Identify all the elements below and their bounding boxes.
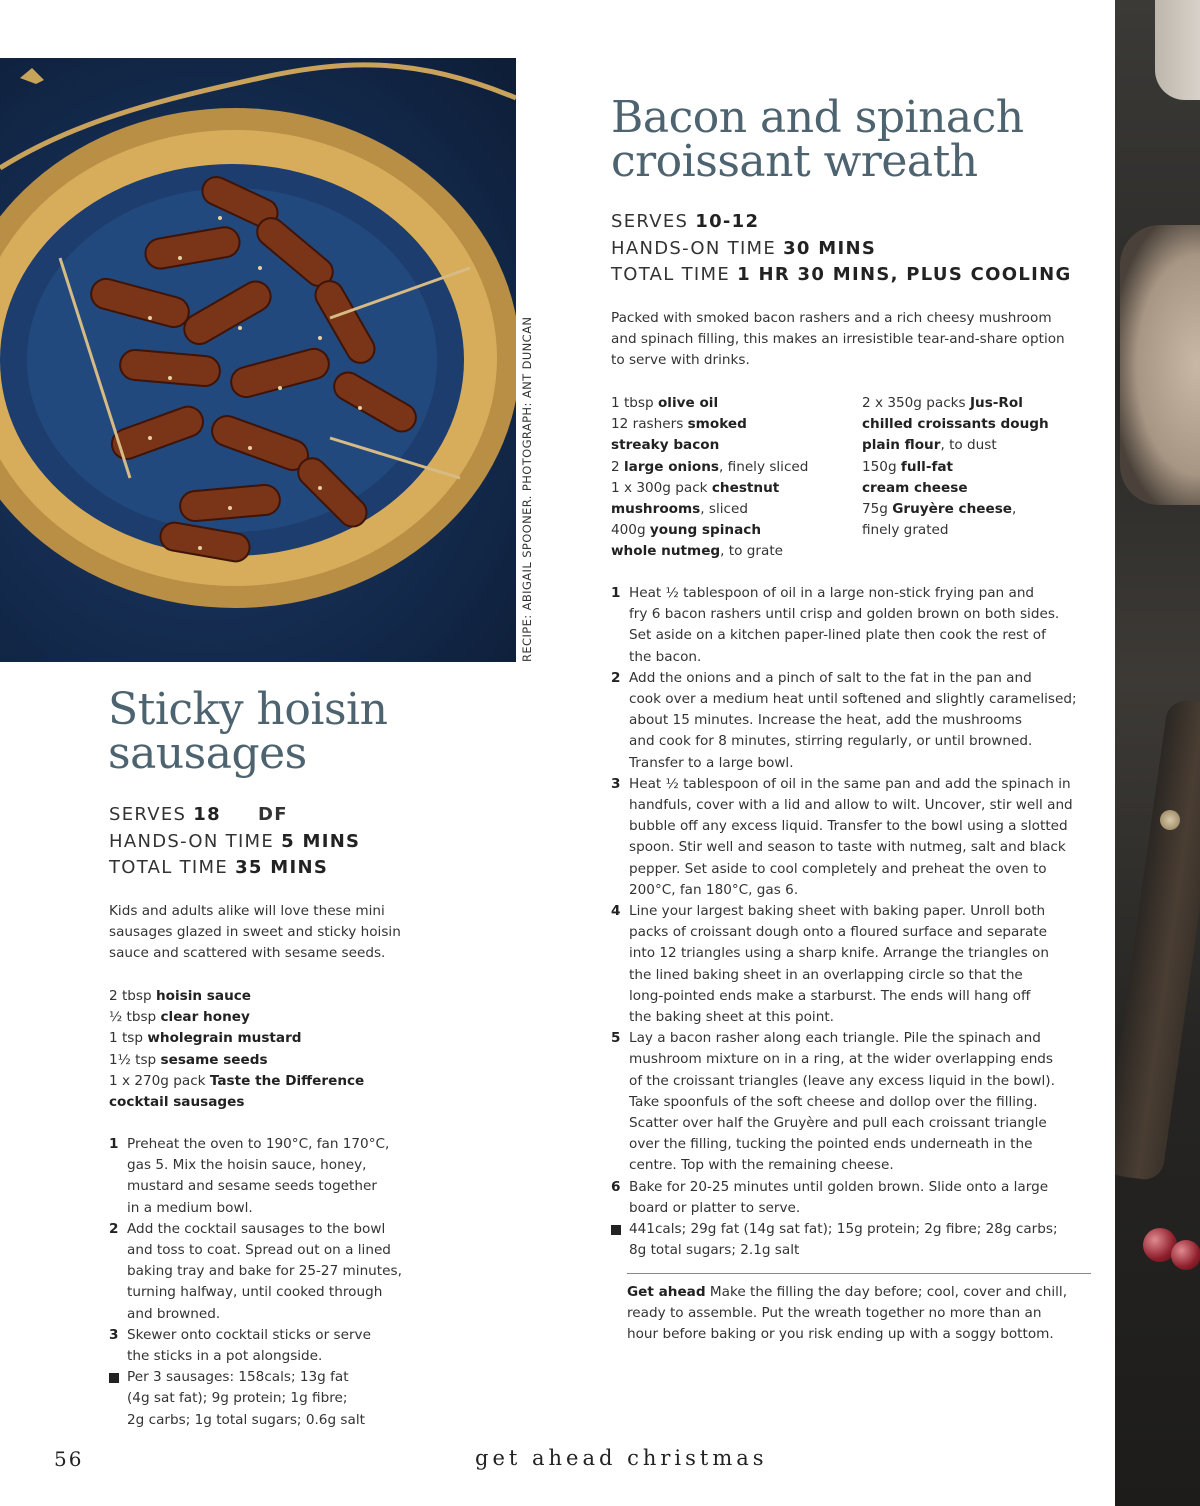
ingredient-item: plain flour, to dust <box>862 437 997 454</box>
ingredient-item: 2 x 350g packs Jus-Rol <box>862 395 1023 411</box>
hands-on-label: HANDS-ON TIME <box>611 237 777 259</box>
serves-value: 10-12 <box>695 211 760 232</box>
step-number: 2 <box>109 1220 119 1237</box>
step-text: Skewer onto cocktail sticks or serve the sticks in a pot alongside. <box>127 1326 371 1365</box>
step-text: Heat ½ tablespoon of oil in the same pan and add the spinach in handfuls, cover with a lid and allow to wilt. Uncover, stir well and bubble off any excess liquid. Transfer to the bowl using a slotted spoon. Stir well and season to taste with nutmeg, salt and black pepper. Set aside to cool completely and preheat the oven to 200°C, fan 180°C, gas 6. <box>629 775 1073 898</box>
get-ahead-tip <box>627 1282 1097 1346</box>
dairy-free-badge: DF <box>257 804 288 825</box>
method-step <box>611 1028 1091 1176</box>
ingredient-item: 2 large onions, finely sliced <box>611 458 809 475</box>
ingredients-list-hoisin <box>109 986 429 1113</box>
ingredient-item: whole nutmeg, to grate <box>611 543 784 560</box>
ingredient-item: 1 x 300g pack chestnut <box>611 479 780 496</box>
title-line: sausages <box>108 728 307 779</box>
magazine-section-title: get ahead christmas <box>475 1446 768 1470</box>
sausages-photo <box>0 58 516 662</box>
step-number: 4 <box>611 903 621 920</box>
step-number: 2 <box>611 669 621 686</box>
ingredient-item: 1 x 270g pack Taste the Difference <box>109 1072 365 1089</box>
serves-label: SERVES <box>611 211 689 232</box>
tip-label: Get ahead <box>627 1284 706 1300</box>
intro-line: to serve with drinks. <box>611 352 750 369</box>
title-line: Bacon and spinach <box>611 92 1024 143</box>
knife-handle-image <box>1115 698 1200 1182</box>
intro-line: sauce and scattered with sesame seeds. <box>109 945 386 962</box>
ingredient-item: streaky bacon <box>611 437 720 454</box>
method-step <box>611 583 1091 668</box>
nutrition-square-icon <box>109 1367 127 1431</box>
berry-image <box>1171 1240 1200 1270</box>
step-text: Preheat the oven to 190°C, fan 170°C, gas 5. Mix the hoisin sauce, honey, mustard and sesame seeds together in a medium bowl. <box>127 1136 390 1216</box>
method-step <box>109 1219 419 1325</box>
step-text: Add the onions and a pinch of salt to the fat in the pan and cook over a medium heat until softened and slightly caramelised; about 15 minutes. Increase the heat, add the mushrooms and cook for 8 minutes, stirring regularly, or until browned. Transfer to a large bowl. <box>629 669 1077 771</box>
step-number: 3 <box>611 775 621 792</box>
method-step <box>109 1325 419 1367</box>
hands-on-row <box>109 829 360 856</box>
step-number: 6 <box>611 1178 621 1195</box>
ingredient-item: 2 tbsp hoisin sauce <box>109 988 252 1004</box>
step-text: Line your largest baking sheet with baking paper. Unroll both packs of croissant dough onto a floured surface and separate into 12 triangles using a sharp knife. Arrange the triangles on the lined baking sheet in an overlapping circle so that the long-pointed ends make a starburst. The ends will hang off the baking sheet at this point. <box>629 903 1049 1026</box>
ingredient-item: 1 tbsp olive oil <box>611 395 719 411</box>
ingredient-item: ½ tbsp clear honey <box>109 1009 250 1026</box>
ingredient-item: 12 rashers smoked <box>611 416 747 433</box>
nutrition-text: Per 3 sausages: 158cals; 13g fat (4g sat fat); 9g protein; 1g fibre; 2g carbs; 1g total sugars; 0.6g salt <box>127 1369 365 1428</box>
ingredient-item: cream cheese <box>862 479 968 496</box>
ingredient-item: finely grated <box>862 522 949 539</box>
ingredients-list-wreath-col1 <box>611 393 841 563</box>
ingredients-list-wreath-col2 <box>862 393 1092 541</box>
tip-text: ready to assemble. Put the wreath together no more than an <box>627 1305 1042 1322</box>
step-number: 1 <box>109 1136 119 1152</box>
total-time-row <box>109 855 360 882</box>
total-time-label: TOTAL TIME <box>109 857 229 878</box>
title-line: Sticky hoisin <box>108 684 388 735</box>
background-photo-strip <box>1115 0 1200 1506</box>
recipe-meta-wreath <box>611 209 1072 289</box>
step-text: Lay a bacon rasher along each triangle. Pile the spinach and mushroom mixture on in a ring, at the wider overlapping ends of the croissant triangles (leave any excess liquid in the bowl). Take spoonfuls of the soft cheese and dollop over the filling. Scatter over half the Gruyère and pull each croissant triangle over the filling, tucking the pointed ends underneath in the centre. Top with the remaining cheese. <box>629 1030 1055 1174</box>
nutrition-text: 441cals; 29g fat (14g sat fat); 15g protein; 2g fibre; 28g carbs; 8g total sugars; 2.1g salt <box>629 1221 1058 1259</box>
serves-row <box>611 209 1072 236</box>
step-number: 3 <box>109 1326 119 1343</box>
ingredient-item: chilled croissants dough <box>862 416 1049 433</box>
step-text: Add the cocktail sausages to the bowl and toss to coat. Spread out on a lined baking tray and bake for 25-27 minutes, turning halfway, until cooked through and browned. <box>127 1220 402 1322</box>
total-time-value: 35 MINS <box>235 857 329 878</box>
serves-label: SERVES <box>109 804 187 825</box>
method-steps-hoisin <box>109 1134 419 1431</box>
recipe-intro-wreath <box>611 308 1091 372</box>
knife-rivet-image <box>1160 810 1180 830</box>
hands-on-label: HANDS-ON TIME <box>109 830 275 852</box>
method-steps-wreath <box>611 583 1091 1262</box>
recipe-intro-hoisin <box>109 901 429 965</box>
tip-text: hour before baking or you risk ending up with a soggy bottom. <box>627 1326 1054 1343</box>
serves-row <box>109 802 360 829</box>
ingredient-item: mushrooms, sliced <box>611 501 748 518</box>
page-number: 56 <box>54 1447 84 1471</box>
hands-on-value: 5 MINS <box>281 830 361 852</box>
tip-divider <box>627 1273 1091 1274</box>
intro-line: Kids and adults alike will love these mini <box>109 903 385 919</box>
ingredient-item: cocktail sausages <box>109 1094 245 1111</box>
recipe-title-sticky-hoisin-sausages <box>108 684 388 779</box>
photo-credit: RECIPE: ABIGAIL SPOONER. PHOTOGRAPH: ANT DUNCAN <box>520 316 534 662</box>
total-time-label: TOTAL TIME <box>611 264 731 285</box>
ingredient-item: 75g Gruyère cheese, <box>862 501 1017 518</box>
method-step <box>611 668 1091 774</box>
ingredient-item: 1½ tsp sesame seeds <box>109 1051 268 1068</box>
step-number: 1 <box>611 585 621 601</box>
title-line: croissant wreath <box>611 136 978 187</box>
nutrition-info <box>109 1367 419 1431</box>
tip-text: Make the filling the day before; cool, cover and chill, <box>705 1284 1068 1300</box>
drink-cup-image <box>1120 225 1200 505</box>
ingredient-item: 150g full-fat <box>862 458 954 475</box>
method-step <box>109 1134 419 1219</box>
ingredient-item: 1 tsp wholegrain mustard <box>109 1030 302 1047</box>
step-text: Heat ½ tablespoon of oil in a large non-stick frying pan and fry 6 bacon rashers until crisp and golden brown on both sides. Set aside on a kitchen paper-lined plate then cook the rest of the bacon. <box>629 585 1060 665</box>
method-step <box>611 1177 1091 1219</box>
nutrition-info <box>611 1219 1091 1261</box>
total-time-row <box>611 262 1072 289</box>
ingredient-item: 400g young spinach <box>611 522 761 539</box>
intro-line: Packed with smoked bacon rashers and a rich cheesy mushroom <box>611 310 1052 326</box>
step-number: 5 <box>611 1030 621 1047</box>
recipe-title-bacon-spinach-wreath <box>611 92 1024 187</box>
method-step <box>611 901 1091 1028</box>
mug-image <box>1155 0 1200 100</box>
step-text: Bake for 20-25 minutes until golden brown. Slide onto a large board or platter to serve. <box>629 1178 1049 1216</box>
intro-line: sausages glazed in sweet and sticky hoisin <box>109 924 401 941</box>
intro-line: and spinach filling, this makes an irresistible tear-and-share option <box>611 331 1065 348</box>
hands-on-value: 30 MINS <box>783 237 877 259</box>
serves-value: 18 <box>193 804 221 825</box>
nutrition-square-icon <box>611 1219 629 1261</box>
method-step <box>611 774 1091 901</box>
hands-on-row <box>611 236 1072 263</box>
recipe-meta-hoisin <box>109 802 360 882</box>
total-time-value: 1 HR 30 MINS, PLUS COOLING <box>737 264 1072 285</box>
